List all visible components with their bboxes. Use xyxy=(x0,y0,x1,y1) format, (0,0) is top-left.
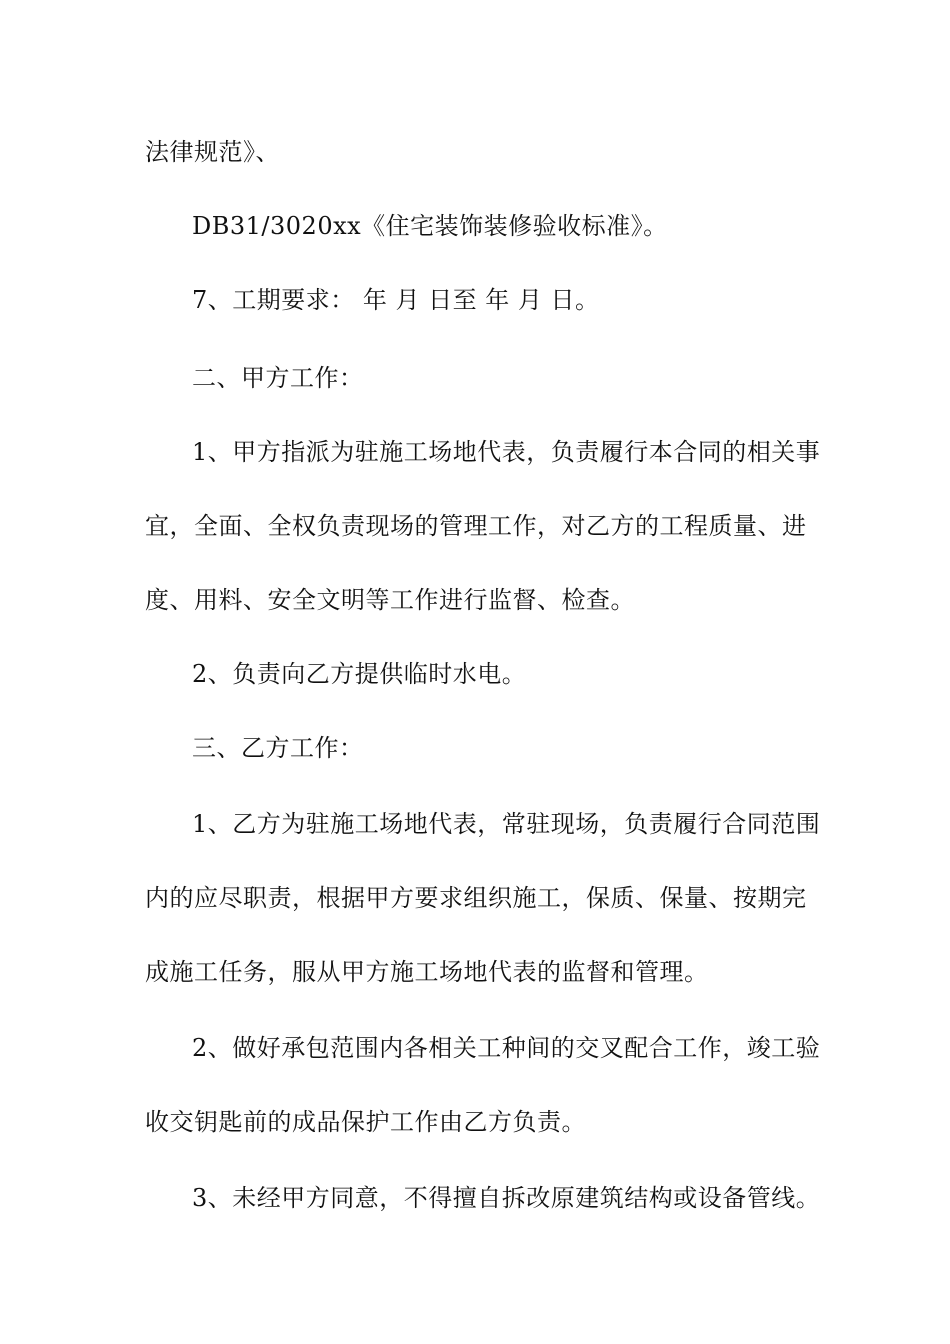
text-line: 内的应尽职责，根据甲方要求组织施工，保质、保量、按期完 xyxy=(145,884,807,912)
text-line: 1、甲方指派为驻施工场地代表，负责履行本合同的相关事 xyxy=(192,438,821,466)
text-line: 3、未经甲方同意，不得擅自拆改原建筑结构或设备管线。 xyxy=(192,1184,821,1212)
text-line: 2、负责向乙方提供临时水电。 xyxy=(192,660,527,688)
text-line: 收交钥匙前的成品保护工作由乙方负责。 xyxy=(145,1108,586,1136)
text-line: 1、乙方为驻施工场地代表，常驻现场，负责履行合同范围 xyxy=(192,810,821,838)
section-heading: 三、乙方工作： xyxy=(192,734,364,762)
text-line: 成施工任务，服从甲方施工场地代表的监督和管理。 xyxy=(145,958,709,986)
text-line: 宜，全面、全权负责现场的管理工作，对乙方的工程质量、进 xyxy=(145,512,807,540)
text-line: 7、工期要求： 年 月 日至 年 月 日。 xyxy=(192,286,600,314)
text-line: DB31/3020xx《住宅装饰装修验收标准》。 xyxy=(192,212,668,240)
text-line: 2、做好承包范围内各相关工种间的交叉配合工作，竣工验 xyxy=(192,1034,821,1062)
text-line: 度、用料、安全文明等工作进行监督、检查。 xyxy=(145,586,635,614)
section-heading: 二、甲方工作： xyxy=(192,364,364,392)
text-line: 法律规范》、 xyxy=(145,138,280,166)
